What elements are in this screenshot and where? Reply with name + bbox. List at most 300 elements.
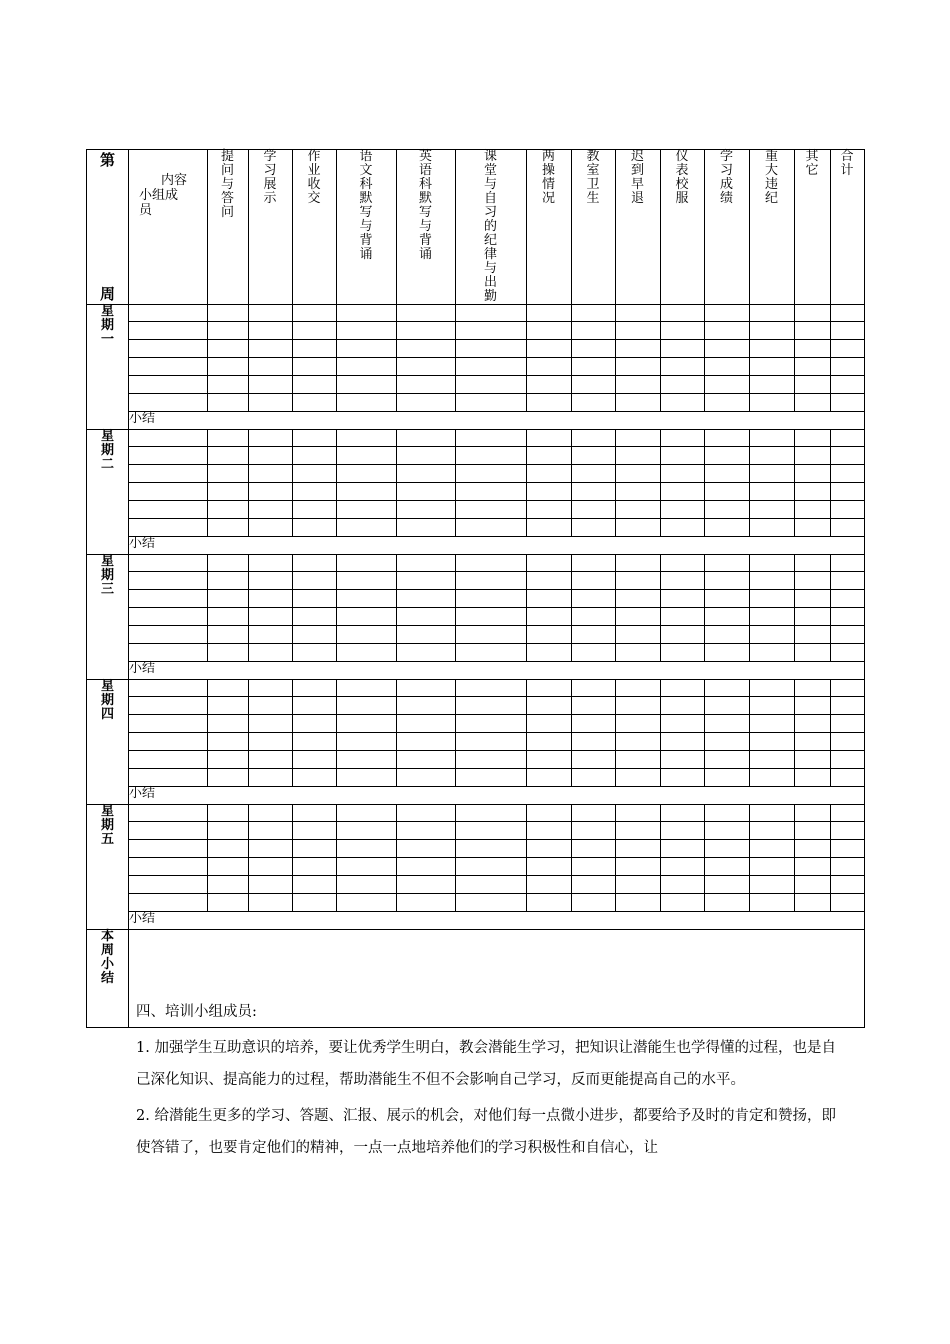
score-cell[interactable] xyxy=(337,519,397,537)
score-cell[interactable] xyxy=(456,715,527,733)
score-cell[interactable] xyxy=(249,447,293,465)
score-cell[interactable] xyxy=(572,430,616,447)
score-cell[interactable] xyxy=(705,680,750,697)
score-cell[interactable] xyxy=(572,769,616,787)
score-cell[interactable] xyxy=(616,519,661,537)
score-cell[interactable] xyxy=(337,697,397,715)
score-cell[interactable] xyxy=(661,519,705,537)
score-cell[interactable] xyxy=(337,822,397,840)
score-cell[interactable] xyxy=(397,894,456,912)
score-cell[interactable] xyxy=(831,590,865,608)
score-cell[interactable] xyxy=(705,805,750,822)
score-cell[interactable] xyxy=(795,733,831,751)
score-cell[interactable] xyxy=(661,751,705,769)
score-cell[interactable] xyxy=(249,590,293,608)
score-cell[interactable] xyxy=(616,501,661,519)
score-cell[interactable] xyxy=(705,840,750,858)
score-cell[interactable] xyxy=(750,769,795,787)
score-cell[interactable] xyxy=(208,840,249,858)
score-cell[interactable] xyxy=(831,822,865,840)
score-cell[interactable] xyxy=(795,501,831,519)
score-cell[interactable] xyxy=(129,465,208,483)
score-cell[interactable] xyxy=(527,501,572,519)
score-cell[interactable] xyxy=(397,644,456,662)
score-cell[interactable] xyxy=(527,447,572,465)
score-cell[interactable] xyxy=(527,376,572,394)
score-cell[interactable] xyxy=(397,769,456,787)
score-cell[interactable] xyxy=(397,822,456,840)
score-cell[interactable] xyxy=(208,822,249,840)
score-cell[interactable] xyxy=(831,840,865,858)
score-cell[interactable] xyxy=(795,519,831,537)
score-cell[interactable] xyxy=(397,572,456,590)
score-cell[interactable] xyxy=(397,519,456,537)
score-cell[interactable] xyxy=(208,394,249,412)
score-cell[interactable] xyxy=(795,626,831,644)
score-cell[interactable] xyxy=(129,626,208,644)
score-cell[interactable] xyxy=(527,751,572,769)
score-cell[interactable] xyxy=(456,876,527,894)
score-cell[interactable] xyxy=(616,751,661,769)
score-cell[interactable] xyxy=(208,715,249,733)
score-cell[interactable] xyxy=(527,394,572,412)
score-cell[interactable] xyxy=(129,430,208,447)
score-cell[interactable] xyxy=(337,305,397,322)
score-cell[interactable] xyxy=(661,608,705,626)
score-cell[interactable] xyxy=(293,340,337,358)
score-cell[interactable] xyxy=(795,555,831,572)
score-cell[interactable] xyxy=(661,644,705,662)
score-cell[interactable] xyxy=(795,644,831,662)
score-cell[interactable] xyxy=(661,715,705,733)
score-cell[interactable] xyxy=(337,751,397,769)
score-cell[interactable] xyxy=(293,572,337,590)
score-cell[interactable] xyxy=(129,519,208,537)
score-cell[interactable] xyxy=(129,358,208,376)
score-cell[interactable] xyxy=(795,840,831,858)
score-cell[interactable] xyxy=(616,305,661,322)
score-cell[interactable] xyxy=(208,376,249,394)
score-cell[interactable] xyxy=(337,572,397,590)
score-cell[interactable] xyxy=(705,465,750,483)
score-cell[interactable] xyxy=(456,394,527,412)
score-cell[interactable] xyxy=(293,590,337,608)
score-cell[interactable] xyxy=(337,590,397,608)
score-cell[interactable] xyxy=(397,447,456,465)
score-cell[interactable] xyxy=(397,483,456,501)
score-cell[interactable] xyxy=(208,305,249,322)
score-cell[interactable] xyxy=(397,555,456,572)
score-cell[interactable] xyxy=(208,680,249,697)
score-cell[interactable] xyxy=(705,608,750,626)
score-cell[interactable] xyxy=(293,894,337,912)
score-cell[interactable] xyxy=(795,858,831,876)
score-cell[interactable] xyxy=(456,465,527,483)
score-cell[interactable] xyxy=(337,394,397,412)
score-cell[interactable] xyxy=(293,483,337,501)
score-cell[interactable] xyxy=(249,805,293,822)
score-cell[interactable] xyxy=(831,608,865,626)
score-cell[interactable] xyxy=(705,822,750,840)
score-cell[interactable] xyxy=(397,733,456,751)
score-cell[interactable] xyxy=(705,483,750,501)
score-cell[interactable] xyxy=(616,358,661,376)
score-cell[interactable] xyxy=(249,501,293,519)
score-cell[interactable] xyxy=(661,376,705,394)
score-cell[interactable] xyxy=(337,858,397,876)
score-cell[interactable] xyxy=(249,644,293,662)
score-cell[interactable] xyxy=(795,483,831,501)
score-cell[interactable] xyxy=(750,394,795,412)
score-cell[interactable] xyxy=(249,733,293,751)
score-cell[interactable] xyxy=(456,447,527,465)
score-cell[interactable] xyxy=(397,430,456,447)
score-cell[interactable] xyxy=(831,519,865,537)
score-cell[interactable] xyxy=(397,394,456,412)
score-cell[interactable] xyxy=(795,751,831,769)
score-cell[interactable] xyxy=(208,555,249,572)
score-cell[interactable] xyxy=(208,876,249,894)
score-cell[interactable] xyxy=(831,894,865,912)
score-cell[interactable] xyxy=(527,840,572,858)
score-cell[interactable] xyxy=(397,376,456,394)
score-cell[interactable] xyxy=(293,680,337,697)
score-cell[interactable] xyxy=(572,626,616,644)
score-cell[interactable] xyxy=(831,358,865,376)
score-cell[interactable] xyxy=(456,680,527,697)
score-cell[interactable] xyxy=(795,376,831,394)
score-cell[interactable] xyxy=(208,501,249,519)
score-cell[interactable] xyxy=(397,715,456,733)
daily-summary-cell[interactable] xyxy=(129,912,865,930)
score-cell[interactable] xyxy=(527,680,572,697)
score-cell[interactable] xyxy=(572,376,616,394)
score-cell[interactable] xyxy=(527,876,572,894)
score-cell[interactable] xyxy=(795,358,831,376)
score-cell[interactable] xyxy=(750,447,795,465)
score-cell[interactable] xyxy=(616,644,661,662)
score-cell[interactable] xyxy=(129,769,208,787)
score-cell[interactable] xyxy=(705,555,750,572)
score-cell[interactable] xyxy=(705,394,750,412)
score-cell[interactable] xyxy=(661,626,705,644)
score-cell[interactable] xyxy=(293,555,337,572)
score-cell[interactable] xyxy=(750,483,795,501)
score-cell[interactable] xyxy=(397,876,456,894)
score-cell[interactable] xyxy=(337,340,397,358)
score-cell[interactable] xyxy=(795,465,831,483)
score-cell[interactable] xyxy=(337,733,397,751)
score-cell[interactable] xyxy=(705,697,750,715)
score-cell[interactable] xyxy=(249,555,293,572)
score-cell[interactable] xyxy=(249,680,293,697)
score-cell[interactable] xyxy=(249,465,293,483)
score-cell[interactable] xyxy=(397,465,456,483)
score-cell[interactable] xyxy=(572,358,616,376)
score-cell[interactable] xyxy=(129,805,208,822)
score-cell[interactable] xyxy=(397,608,456,626)
score-cell[interactable] xyxy=(456,340,527,358)
score-cell[interactable] xyxy=(616,590,661,608)
score-cell[interactable] xyxy=(527,608,572,626)
score-cell[interactable] xyxy=(750,340,795,358)
score-cell[interactable] xyxy=(337,358,397,376)
score-cell[interactable] xyxy=(337,430,397,447)
score-cell[interactable] xyxy=(129,733,208,751)
score-cell[interactable] xyxy=(208,590,249,608)
score-cell[interactable] xyxy=(208,447,249,465)
score-cell[interactable] xyxy=(293,715,337,733)
score-cell[interactable] xyxy=(337,626,397,644)
score-cell[interactable] xyxy=(705,376,750,394)
score-cell[interactable] xyxy=(572,644,616,662)
score-cell[interactable] xyxy=(572,858,616,876)
score-cell[interactable] xyxy=(831,376,865,394)
score-cell[interactable] xyxy=(397,590,456,608)
score-cell[interactable] xyxy=(616,876,661,894)
score-cell[interactable] xyxy=(705,894,750,912)
score-cell[interactable] xyxy=(397,340,456,358)
score-cell[interactable] xyxy=(456,858,527,876)
score-cell[interactable] xyxy=(572,305,616,322)
score-cell[interactable] xyxy=(831,322,865,340)
score-cell[interactable] xyxy=(661,822,705,840)
score-cell[interactable] xyxy=(831,483,865,501)
score-cell[interactable] xyxy=(661,840,705,858)
score-cell[interactable] xyxy=(795,608,831,626)
score-cell[interactable] xyxy=(456,697,527,715)
score-cell[interactable] xyxy=(831,465,865,483)
score-cell[interactable] xyxy=(750,465,795,483)
score-cell[interactable] xyxy=(208,858,249,876)
score-cell[interactable] xyxy=(616,447,661,465)
score-cell[interactable] xyxy=(129,608,208,626)
score-cell[interactable] xyxy=(616,822,661,840)
score-cell[interactable] xyxy=(705,626,750,644)
score-cell[interactable] xyxy=(456,305,527,322)
score-cell[interactable] xyxy=(397,501,456,519)
score-cell[interactable] xyxy=(661,805,705,822)
score-cell[interactable] xyxy=(397,626,456,644)
score-cell[interactable] xyxy=(337,894,397,912)
score-cell[interactable] xyxy=(456,733,527,751)
score-cell[interactable] xyxy=(661,483,705,501)
score-cell[interactable] xyxy=(249,483,293,501)
score-cell[interactable] xyxy=(249,894,293,912)
score-cell[interactable] xyxy=(616,805,661,822)
score-cell[interactable] xyxy=(249,358,293,376)
score-cell[interactable] xyxy=(527,733,572,751)
score-cell[interactable] xyxy=(129,340,208,358)
score-cell[interactable] xyxy=(527,340,572,358)
score-cell[interactable] xyxy=(527,590,572,608)
score-cell[interactable] xyxy=(831,394,865,412)
score-cell[interactable] xyxy=(337,465,397,483)
score-cell[interactable] xyxy=(293,858,337,876)
score-cell[interactable] xyxy=(456,322,527,340)
score-cell[interactable] xyxy=(616,769,661,787)
score-cell[interactable] xyxy=(795,822,831,840)
score-cell[interactable] xyxy=(249,394,293,412)
score-cell[interactable] xyxy=(750,805,795,822)
score-cell[interactable] xyxy=(249,430,293,447)
score-cell[interactable] xyxy=(750,876,795,894)
score-cell[interactable] xyxy=(572,447,616,465)
score-cell[interactable] xyxy=(705,358,750,376)
score-cell[interactable] xyxy=(831,340,865,358)
score-cell[interactable] xyxy=(293,697,337,715)
score-cell[interactable] xyxy=(208,626,249,644)
score-cell[interactable] xyxy=(129,394,208,412)
score-cell[interactable] xyxy=(397,358,456,376)
score-cell[interactable] xyxy=(249,822,293,840)
score-cell[interactable] xyxy=(705,715,750,733)
score-cell[interactable] xyxy=(208,572,249,590)
score-cell[interactable] xyxy=(249,572,293,590)
score-cell[interactable] xyxy=(572,501,616,519)
score-cell[interactable] xyxy=(249,769,293,787)
score-cell[interactable] xyxy=(527,822,572,840)
score-cell[interactable] xyxy=(572,483,616,501)
score-cell[interactable] xyxy=(249,305,293,322)
score-cell[interactable] xyxy=(750,733,795,751)
score-cell[interactable] xyxy=(293,733,337,751)
score-cell[interactable] xyxy=(750,840,795,858)
score-cell[interactable] xyxy=(527,358,572,376)
score-cell[interactable] xyxy=(129,590,208,608)
score-cell[interactable] xyxy=(831,858,865,876)
score-cell[interactable] xyxy=(705,644,750,662)
score-cell[interactable] xyxy=(208,894,249,912)
score-cell[interactable] xyxy=(572,590,616,608)
score-cell[interactable] xyxy=(750,501,795,519)
score-cell[interactable] xyxy=(337,876,397,894)
score-cell[interactable] xyxy=(249,751,293,769)
score-cell[interactable] xyxy=(527,430,572,447)
score-cell[interactable] xyxy=(129,483,208,501)
score-cell[interactable] xyxy=(705,305,750,322)
score-cell[interactable] xyxy=(456,555,527,572)
score-cell[interactable] xyxy=(337,447,397,465)
score-cell[interactable] xyxy=(831,501,865,519)
score-cell[interactable] xyxy=(249,858,293,876)
score-cell[interactable] xyxy=(572,394,616,412)
score-cell[interactable] xyxy=(208,465,249,483)
score-cell[interactable] xyxy=(795,805,831,822)
score-cell[interactable] xyxy=(249,876,293,894)
score-cell[interactable] xyxy=(616,608,661,626)
score-cell[interactable] xyxy=(249,840,293,858)
score-cell[interactable] xyxy=(337,715,397,733)
score-cell[interactable] xyxy=(616,680,661,697)
score-cell[interactable] xyxy=(337,769,397,787)
score-cell[interactable] xyxy=(750,680,795,697)
score-cell[interactable] xyxy=(750,305,795,322)
score-cell[interactable] xyxy=(572,340,616,358)
score-cell[interactable] xyxy=(831,572,865,590)
score-cell[interactable] xyxy=(527,894,572,912)
score-cell[interactable] xyxy=(795,322,831,340)
score-cell[interactable] xyxy=(831,751,865,769)
score-cell[interactable] xyxy=(661,876,705,894)
score-cell[interactable] xyxy=(337,644,397,662)
score-cell[interactable] xyxy=(795,305,831,322)
score-cell[interactable] xyxy=(616,626,661,644)
score-cell[interactable] xyxy=(456,769,527,787)
score-cell[interactable] xyxy=(572,805,616,822)
score-cell[interactable] xyxy=(572,519,616,537)
score-cell[interactable] xyxy=(705,572,750,590)
score-cell[interactable] xyxy=(208,340,249,358)
score-cell[interactable] xyxy=(129,376,208,394)
score-cell[interactable] xyxy=(527,715,572,733)
score-cell[interactable] xyxy=(293,447,337,465)
score-cell[interactable] xyxy=(831,733,865,751)
score-cell[interactable] xyxy=(795,394,831,412)
score-cell[interactable] xyxy=(795,894,831,912)
score-cell[interactable] xyxy=(661,894,705,912)
score-cell[interactable] xyxy=(705,340,750,358)
score-cell[interactable] xyxy=(293,751,337,769)
score-cell[interactable] xyxy=(750,822,795,840)
score-cell[interactable] xyxy=(527,805,572,822)
score-cell[interactable] xyxy=(795,697,831,715)
score-cell[interactable] xyxy=(527,644,572,662)
score-cell[interactable] xyxy=(456,840,527,858)
daily-summary-cell[interactable] xyxy=(129,787,865,805)
score-cell[interactable] xyxy=(616,697,661,715)
score-cell[interactable] xyxy=(293,465,337,483)
score-cell[interactable] xyxy=(661,555,705,572)
score-cell[interactable] xyxy=(293,358,337,376)
score-cell[interactable] xyxy=(456,626,527,644)
score-cell[interactable] xyxy=(572,465,616,483)
score-cell[interactable] xyxy=(249,626,293,644)
score-cell[interactable] xyxy=(572,322,616,340)
score-cell[interactable] xyxy=(293,840,337,858)
score-cell[interactable] xyxy=(249,376,293,394)
score-cell[interactable] xyxy=(572,555,616,572)
score-cell[interactable] xyxy=(750,644,795,662)
score-cell[interactable] xyxy=(750,626,795,644)
score-cell[interactable] xyxy=(795,769,831,787)
score-cell[interactable] xyxy=(397,322,456,340)
score-cell[interactable] xyxy=(208,608,249,626)
score-cell[interactable] xyxy=(397,697,456,715)
score-cell[interactable] xyxy=(456,644,527,662)
score-cell[interactable] xyxy=(831,305,865,322)
score-cell[interactable] xyxy=(397,858,456,876)
score-cell[interactable] xyxy=(293,626,337,644)
score-cell[interactable] xyxy=(705,751,750,769)
score-cell[interactable] xyxy=(129,644,208,662)
daily-summary-cell[interactable] xyxy=(129,412,865,430)
score-cell[interactable] xyxy=(795,680,831,697)
score-cell[interactable] xyxy=(456,608,527,626)
score-cell[interactable] xyxy=(750,715,795,733)
score-cell[interactable] xyxy=(208,733,249,751)
score-cell[interactable] xyxy=(527,465,572,483)
score-cell[interactable] xyxy=(572,840,616,858)
score-cell[interactable] xyxy=(661,447,705,465)
score-cell[interactable] xyxy=(293,876,337,894)
score-cell[interactable] xyxy=(750,608,795,626)
score-cell[interactable] xyxy=(129,751,208,769)
score-cell[interactable] xyxy=(527,858,572,876)
score-cell[interactable] xyxy=(795,430,831,447)
score-cell[interactable] xyxy=(705,430,750,447)
score-cell[interactable] xyxy=(129,447,208,465)
